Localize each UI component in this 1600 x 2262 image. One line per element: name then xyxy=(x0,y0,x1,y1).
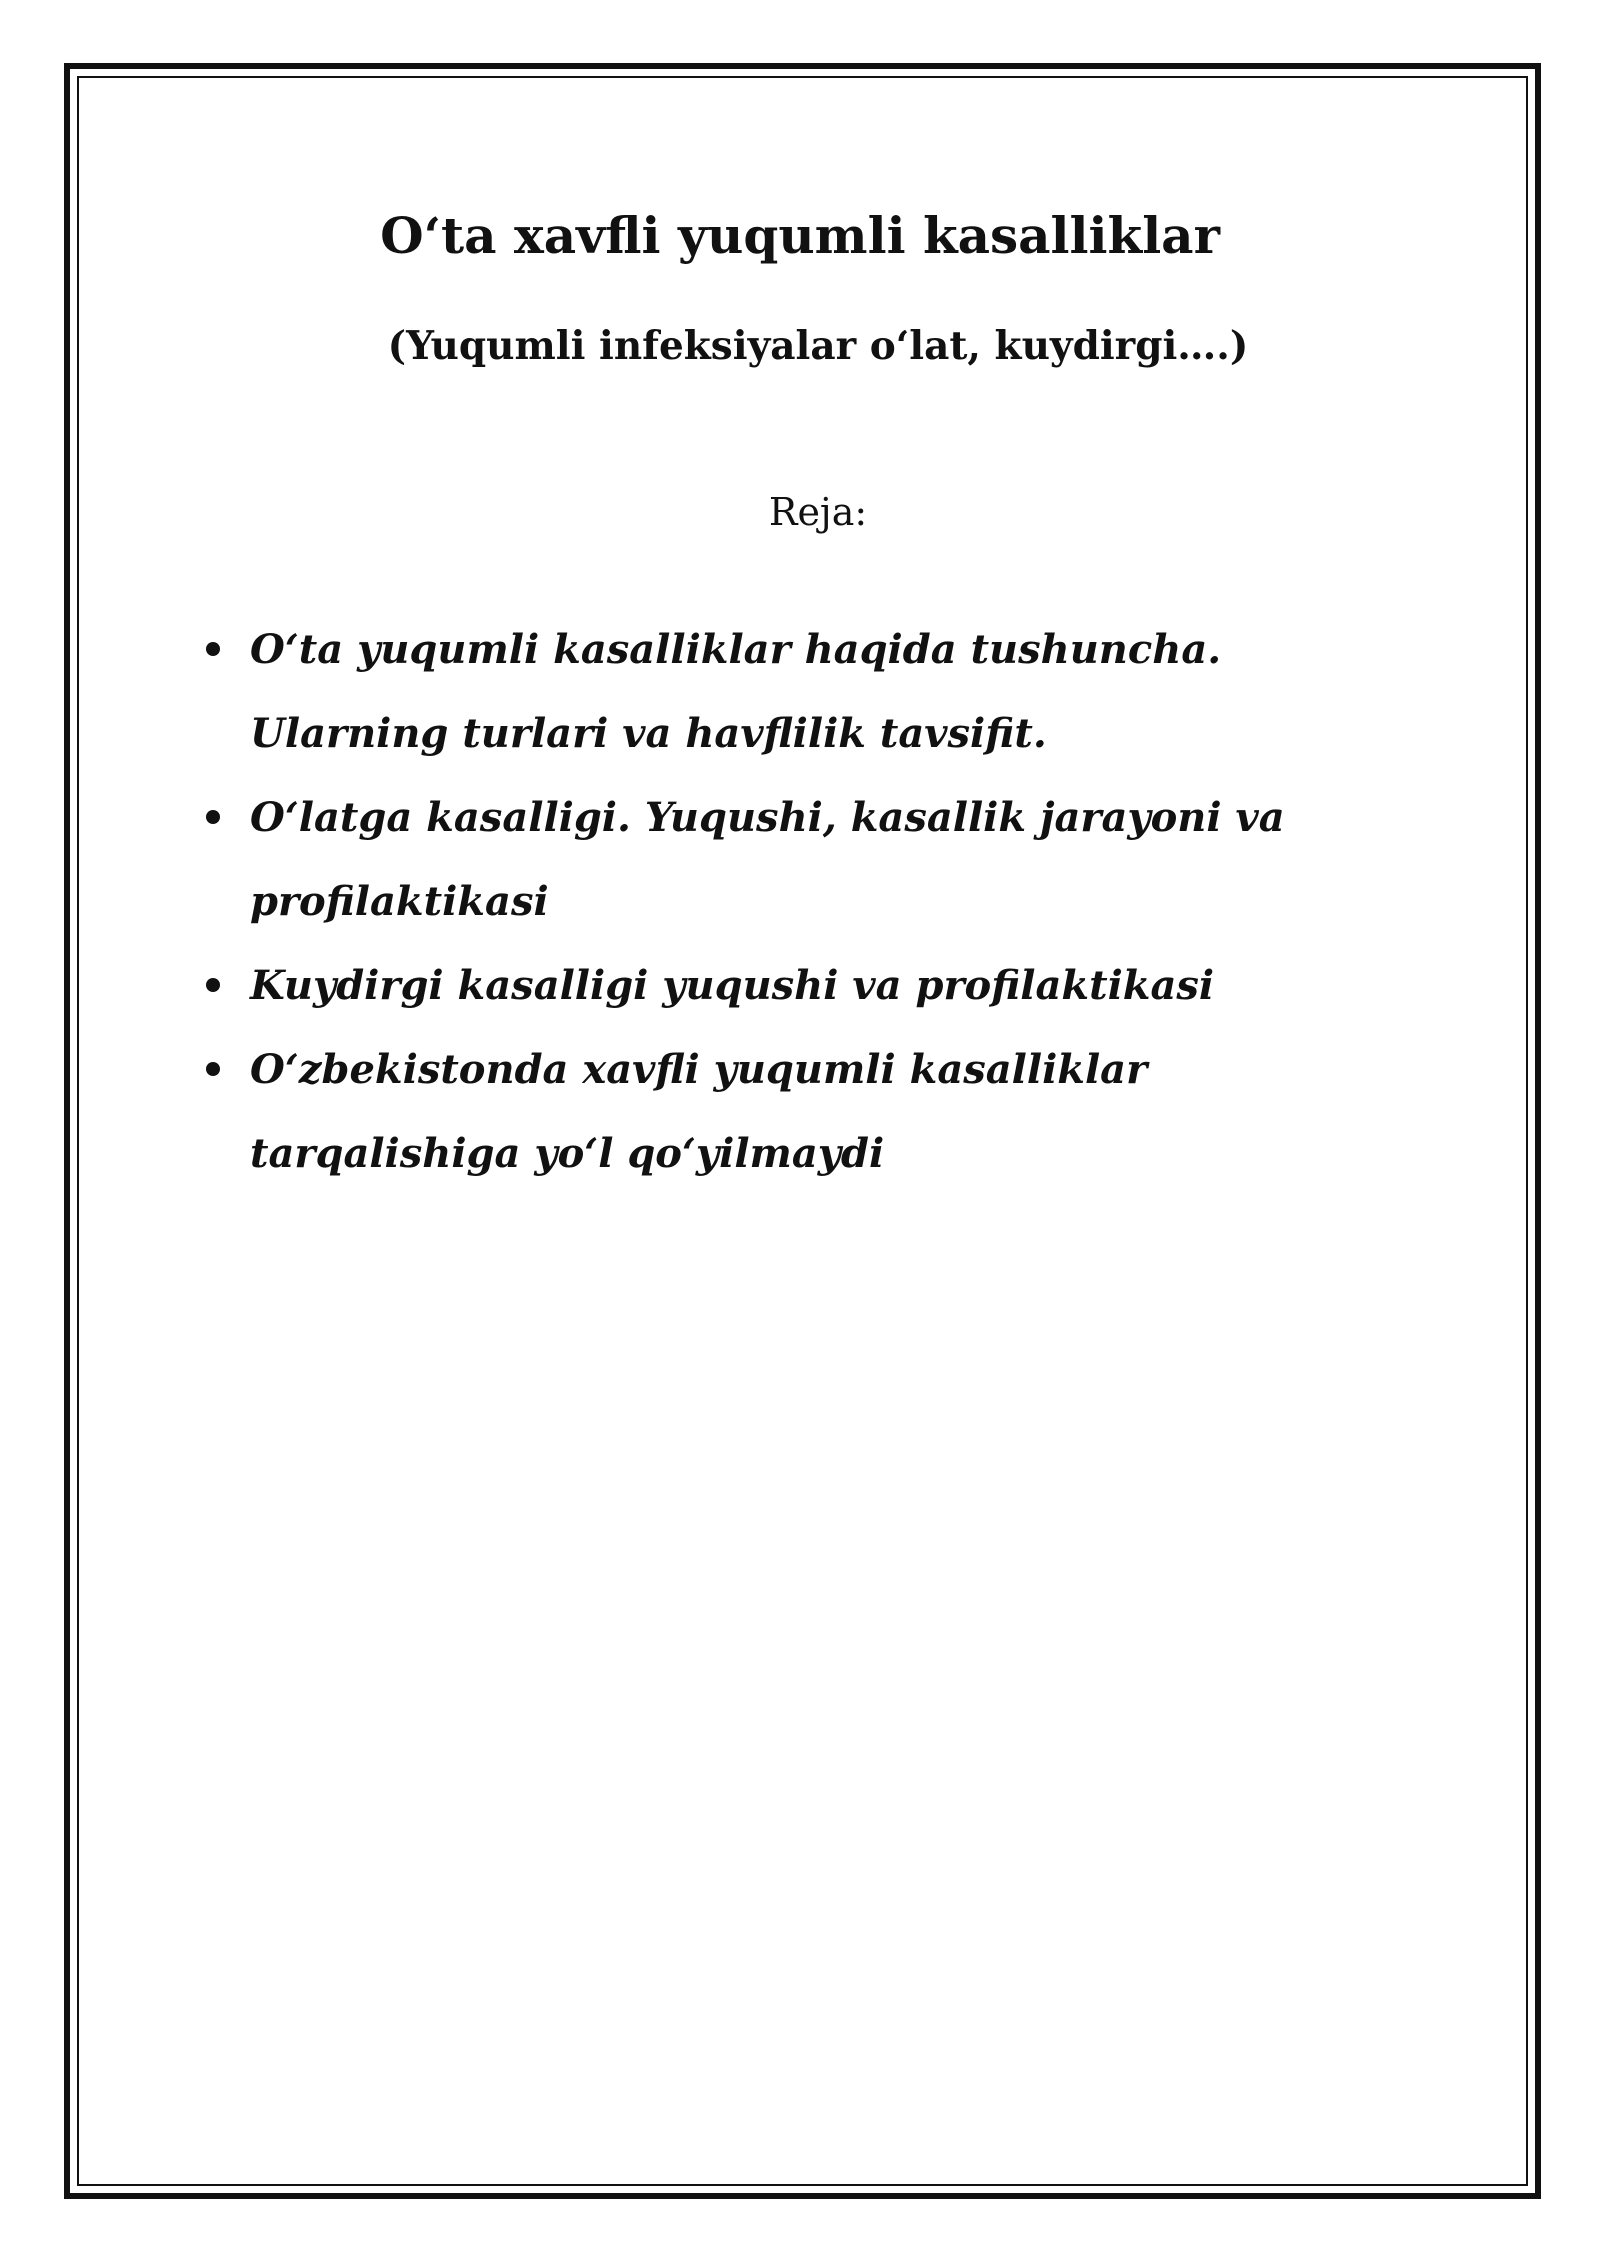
plan-item-text: O‘latga kasalligi. Yuqushi, kasallik jarayoni va profilaktikasi xyxy=(250,794,1285,925)
page-subtitle: (Yuqumli infeksiyalar o‘lat, kuydirgi….) xyxy=(387,323,1249,369)
page-title: O‘ta xavfli yuqumli kasalliklar xyxy=(380,206,1220,265)
bullet-icon xyxy=(206,642,220,656)
plan-item xyxy=(198,776,1418,944)
plan-item xyxy=(198,944,1418,1028)
plan-item-text: O‘ta yuqumli kasalliklar haqida tushuncha. Ularning turlari va havflilik tavsifit. xyxy=(250,626,1222,757)
bullet-icon xyxy=(206,810,220,824)
plan-heading: Reja: xyxy=(768,490,868,534)
plan-item xyxy=(198,1028,1418,1196)
plan-item xyxy=(198,608,1418,776)
bullet-icon xyxy=(206,978,220,992)
plan-item-text: O‘zbekistonda xavfli yuqumli kasalliklar tarqalishiga yo‘l qo‘yilmaydi xyxy=(250,1046,1148,1177)
plan-list xyxy=(198,608,1418,1196)
bullet-icon xyxy=(206,1062,220,1076)
plan-item-text: Kuydirgi kasalligi yuqushi va profilaktikasi xyxy=(250,962,1215,1009)
